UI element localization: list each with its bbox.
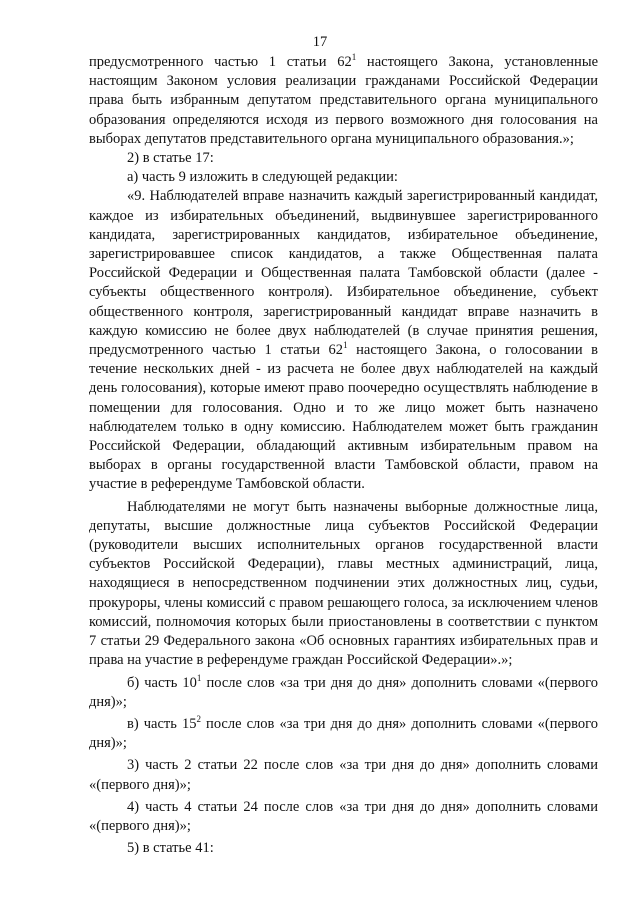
text-run: 5) в статье 41: xyxy=(127,840,214,857)
superscript: 1 xyxy=(343,340,348,351)
superscript: 1 xyxy=(196,672,202,683)
paragraph-item-5 xyxy=(89,839,598,858)
text-run: после слов «за три дня до дня» дополнить словами «(первого дня)»; xyxy=(89,715,598,752)
paragraph-item-b xyxy=(89,674,598,712)
page-number: 17 xyxy=(312,34,328,50)
superscript: 1 xyxy=(351,52,357,62)
text-run: б) часть 10 xyxy=(127,674,197,691)
paragraph-item-v xyxy=(89,715,598,753)
text-run: в) часть 15 xyxy=(127,715,197,732)
text-run: настоящего Закона, о голосовании в течение нескольких дней - из расчета не более двух наблюдателей на каждый день голосования), которые имеют право поочередно осуществлять наблюдение в помещении для голосования. Одно и то же лицо может быть назначено наблюдателем только в одну комиссию. Наблюдателем может быть гражданин Российской Федерации, обладающий активным избирательным правом на выборах в органы государственной власти Тамбовской области, правом на участие в референдуме Тамбовской области. xyxy=(89,342,598,493)
text-run: после слов «за три дня до дня» дополнить словами «(первого дня)»; xyxy=(89,674,598,710)
superscript: 2 xyxy=(196,713,201,724)
paragraph-item-2 xyxy=(89,149,598,168)
text-run: 4) часть 4 статьи 24 после слов «за три дня до дня» дополнить словами «(первого дня)»; xyxy=(89,798,598,834)
text-run: настоящего Закона, установленные настоящим Законом условия реализации гражданами Российской Федерации права быть избранным депутатом представительного органа муниципального образования определяются исходя из первого возможного дня голосования на выборах депутатов представительного органа муниципального образования.»; xyxy=(89,54,598,147)
paragraph-observers xyxy=(89,187,598,494)
text-run: предусмотренного частью 1 статьи 62 xyxy=(89,54,352,70)
paragraph-continuation xyxy=(89,53,598,149)
text-run: Наблюдателями не могут быть назначены выборные должностные лица, депутаты, высшие должностные лица субъектов Российской Федерации (руководители высших исполнительных органов государственной власти субъектов Российской Федерации), главы местных администраций, лица, находящиеся в непосредственном подчинении этих должностных лиц, судьи, прокуроры, члены комиссий с правом решающего голоса, за исключением членов комиссий, полномочия которых были приостановлены в соответствии с пунктом 7 статьи 29 Федерального закона «Об основных гарантиях избирательных прав и права на участие в референдуме граждан Российской Федерации».»; xyxy=(89,498,598,669)
paragraph-restrictions xyxy=(89,498,598,671)
text-run: «9. Наблюдателей вправе назначить каждый зарегистрированный кандидат, каждое из избирательных объединений, выдвинувшее зарегистрированного кандидата, зарегистрированных кандидатов, избирательное объединение, зарегистрировавшее список кандидатов, а также Общественная палата Российской Федерации и Общественная палата Тамбовской области (далее - субъекты общественного контроля). Избирательное объединение, субъект общественного контроля, зарегистрированный кандидат вправе назначить в каждую комиссию не более двух наблюдателей (в случае принятия решения, предусмотренного частью 1 статьи 62 xyxy=(89,188,598,359)
text-run: 2) в статье 17: xyxy=(127,150,214,167)
text-run: 3) часть 2 статьи 22 после слов «за три дня до дня» дополнить словами «(первого дня)»; xyxy=(89,757,598,793)
paragraph-item-4 xyxy=(89,798,598,836)
document-body xyxy=(89,53,598,858)
paragraph-item-3 xyxy=(89,756,598,794)
paragraph-item-a xyxy=(89,168,598,187)
text-run: а) часть 9 изложить в следующей редакции: xyxy=(127,169,398,186)
